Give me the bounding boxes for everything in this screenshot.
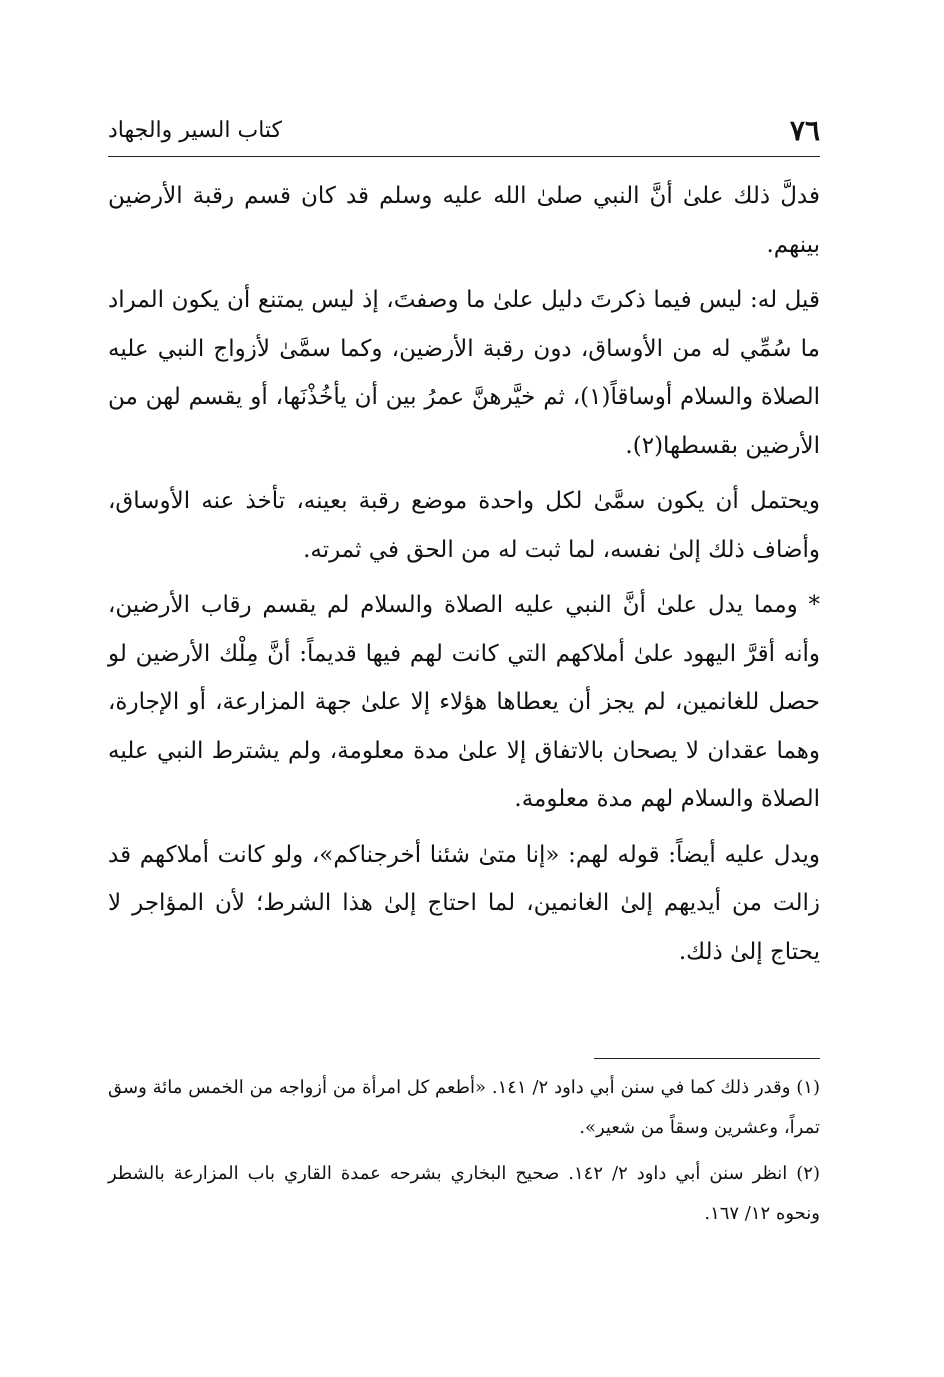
paragraph: فدلَّ ذلك علىٰ أنَّ النبي صلىٰ الله عليه وسلم قد كان قسم رقبة الأرضين بينهم.: [108, 183, 820, 258]
footnote: (٢) انظر سنن أبي داود ٢/ ١٤٢. صحيح البخاري بشرحه عمدة القاري باب المزارعة بالشطر ونحوه ١٢/ ١٦٧.: [108, 1163, 820, 1224]
page-number: ٧٦: [789, 114, 820, 147]
paragraph: قيل له: ليس فيما ذكرتَ دليل علىٰ ما وصفتَ، إذ ليس يمتنع أن يكون المراد ما سُمِّي له من الأوساق، دون رقبة الأرضين، وكما سمَّىٰ لأزواج النبي عليه الصلاة والسلام أوساقاً(١)، ثم خيَّرهنَّ عمرُ بين أن يأخُذْنَها، أو يقسم لهن من الأرضين بقسطها(٢).: [108, 287, 820, 459]
paragraph: ويحتمل أن يكون سمَّىٰ لكل واحدة موضع رقبة بعينه، تأخذ عنه الأوساق، وأضاف ذلك إلىٰ نفسه، لما ثبت له من الحق في ثمرته.: [108, 488, 820, 563]
page-header: [108, 108, 820, 157]
running-title: كتاب السير والجهاد: [108, 118, 283, 143]
paragraph: ويدل عليه أيضاً: قوله لهم: «إنا متىٰ شئنا أخرجناكم»، ولو كانت أملاكهم قد زالت من أيديهم إلىٰ الغانمين، لما احتاج إلىٰ هذا الشرط؛ لأن المؤاجر لا يحتاج إلىٰ ذلك.: [108, 841, 820, 965]
footnote-separator: [594, 1058, 820, 1059]
main-text: [108, 172, 820, 983]
paragraph: * ومما يدل علىٰ أنَّ النبي عليه الصلاة والسلام لم يقسم رقاب الأرضين، وأنه أقرَّ اليهود علىٰ أملاكهم التي كانت لهم فيها قديماً: أنَّ مِلْك الأرضين لو حصل للغانمين، لم يجز أن يعطاها هؤلاء إلا علىٰ جهة المزارعة، أو الإجارة، وهما عقدان لا يصحان بالاتفاق إلا علىٰ مدة معلومة، ولم يشترط النبي عليه الصلاة والسلام لهم مدة معلومة.: [108, 592, 820, 812]
footnote: (١) وقدر ذلك كما في سنن أبي داود ٢/ ١٤١. «أطعم كل امرأة من أزواجه من الخمس مائة وسق تمراً، وعشرين وسقاً من شعير».: [108, 1077, 820, 1138]
footnotes: [108, 1068, 820, 1240]
